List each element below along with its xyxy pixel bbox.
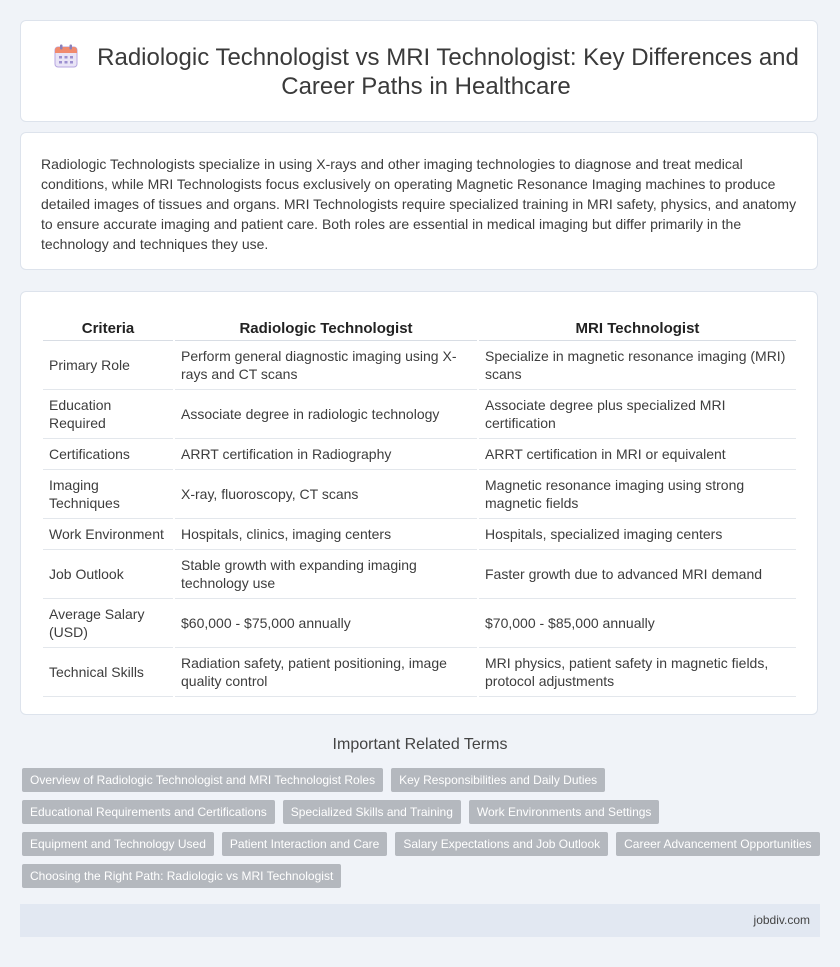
row-criteria: Average Salary (USD)	[43, 599, 173, 648]
row-mri: MRI physics, patient safety in magnetic fields, protocol adjustments	[479, 648, 796, 697]
row-mri: Specialize in magnetic resonance imaging (MRI) scans	[479, 341, 796, 390]
row-criteria: Job Outlook	[43, 550, 173, 599]
header-mri: MRI Technologist	[479, 313, 796, 341]
table-row	[43, 390, 796, 439]
related-term-tag[interactable]: Salary Expectations and Job Outlook	[395, 832, 608, 856]
related-term-tag[interactable]: Work Environments and Settings	[469, 800, 660, 824]
row-criteria: Certifications	[43, 439, 173, 470]
row-mri: Associate degree plus specialized MRI certification	[479, 390, 796, 439]
related-term-tag[interactable]: Key Responsibilities and Daily Duties	[391, 768, 605, 792]
intro-paragraph: Radiologic Technologists specialize in using X-rays and other imaging technologies to diagnose and treat medical conditions, while MRI Technologists focus exclusively on operating Magnetic Resonance Imaging machines to produce detailed images of tissues and organs. MRI Technologists require specialized training in MRI safety, physics, and anatomy to ensure accurate imaging and patient care. Both roles are essential in medical imaging but differ primarily in the technology and techniques they use.	[41, 156, 797, 252]
comparison-table	[41, 313, 798, 697]
table-row	[43, 599, 796, 648]
row-mri: $70,000 - $85,000 annually	[479, 599, 796, 648]
row-radiologic: Radiation safety, patient positioning, image quality control	[175, 648, 477, 697]
header-card	[20, 20, 818, 122]
table-row	[43, 439, 796, 470]
row-radiologic: X-ray, fluoroscopy, CT scans	[175, 470, 477, 519]
header-radiologic: Radiologic Technologist	[175, 313, 477, 341]
row-criteria: Work Environment	[43, 519, 173, 550]
row-radiologic: Hospitals, clinics, imaging centers	[175, 519, 477, 550]
related-terms-list	[22, 768, 822, 888]
row-mri: Magnetic resonance imaging using strong magnetic fields	[479, 470, 796, 519]
footer-site-link[interactable]: jobdiv.com	[753, 913, 810, 927]
row-radiologic: Perform general diagnostic imaging using X-rays and CT scans	[175, 341, 477, 390]
table-row	[43, 648, 796, 697]
row-radiologic: Associate degree in radiologic technology	[175, 390, 477, 439]
related-terms-heading: Important Related Terms	[332, 736, 508, 753]
related-term-tag[interactable]: Choosing the Right Path: Radiologic vs MRI Technologist	[22, 864, 341, 888]
table-row	[43, 550, 796, 599]
page-title: Radiologic Technologist vs MRI Technologist: Key Differences and Career Paths in Healthcare	[97, 44, 799, 100]
row-mri: Faster growth due to advanced MRI demand	[479, 550, 796, 599]
footer	[20, 904, 820, 937]
table-row	[43, 519, 796, 550]
row-criteria: Imaging Techniques	[43, 470, 173, 519]
row-radiologic: Stable growth with expanding imaging technology use	[175, 550, 477, 599]
related-term-tag[interactable]: Patient Interaction and Care	[222, 832, 387, 856]
table-row	[43, 470, 796, 519]
calendar-icon	[53, 43, 79, 69]
comparison-card	[20, 291, 818, 715]
table-row	[43, 341, 796, 390]
header-criteria: Criteria	[43, 313, 173, 341]
row-mri: Hospitals, specialized imaging centers	[479, 519, 796, 550]
table-header-row	[43, 313, 796, 341]
row-criteria: Primary Role	[43, 341, 173, 390]
related-term-tag[interactable]: Overview of Radiologic Technologist and MRI Technologist Roles	[22, 768, 383, 792]
row-radiologic: ARRT certification in Radiography	[175, 439, 477, 470]
related-term-tag[interactable]: Equipment and Technology Used	[22, 832, 214, 856]
row-radiologic: $60,000 - $75,000 annually	[175, 599, 477, 648]
related-term-tag[interactable]: Specialized Skills and Training	[283, 800, 461, 824]
row-criteria: Technical Skills	[43, 648, 173, 697]
related-term-tag[interactable]: Educational Requirements and Certifications	[22, 800, 275, 824]
intro-card	[20, 132, 818, 270]
related-term-tag[interactable]: Career Advancement Opportunities	[616, 832, 819, 856]
row-criteria: Education Required	[43, 390, 173, 439]
row-mri: ARRT certification in MRI or equivalent	[479, 439, 796, 470]
